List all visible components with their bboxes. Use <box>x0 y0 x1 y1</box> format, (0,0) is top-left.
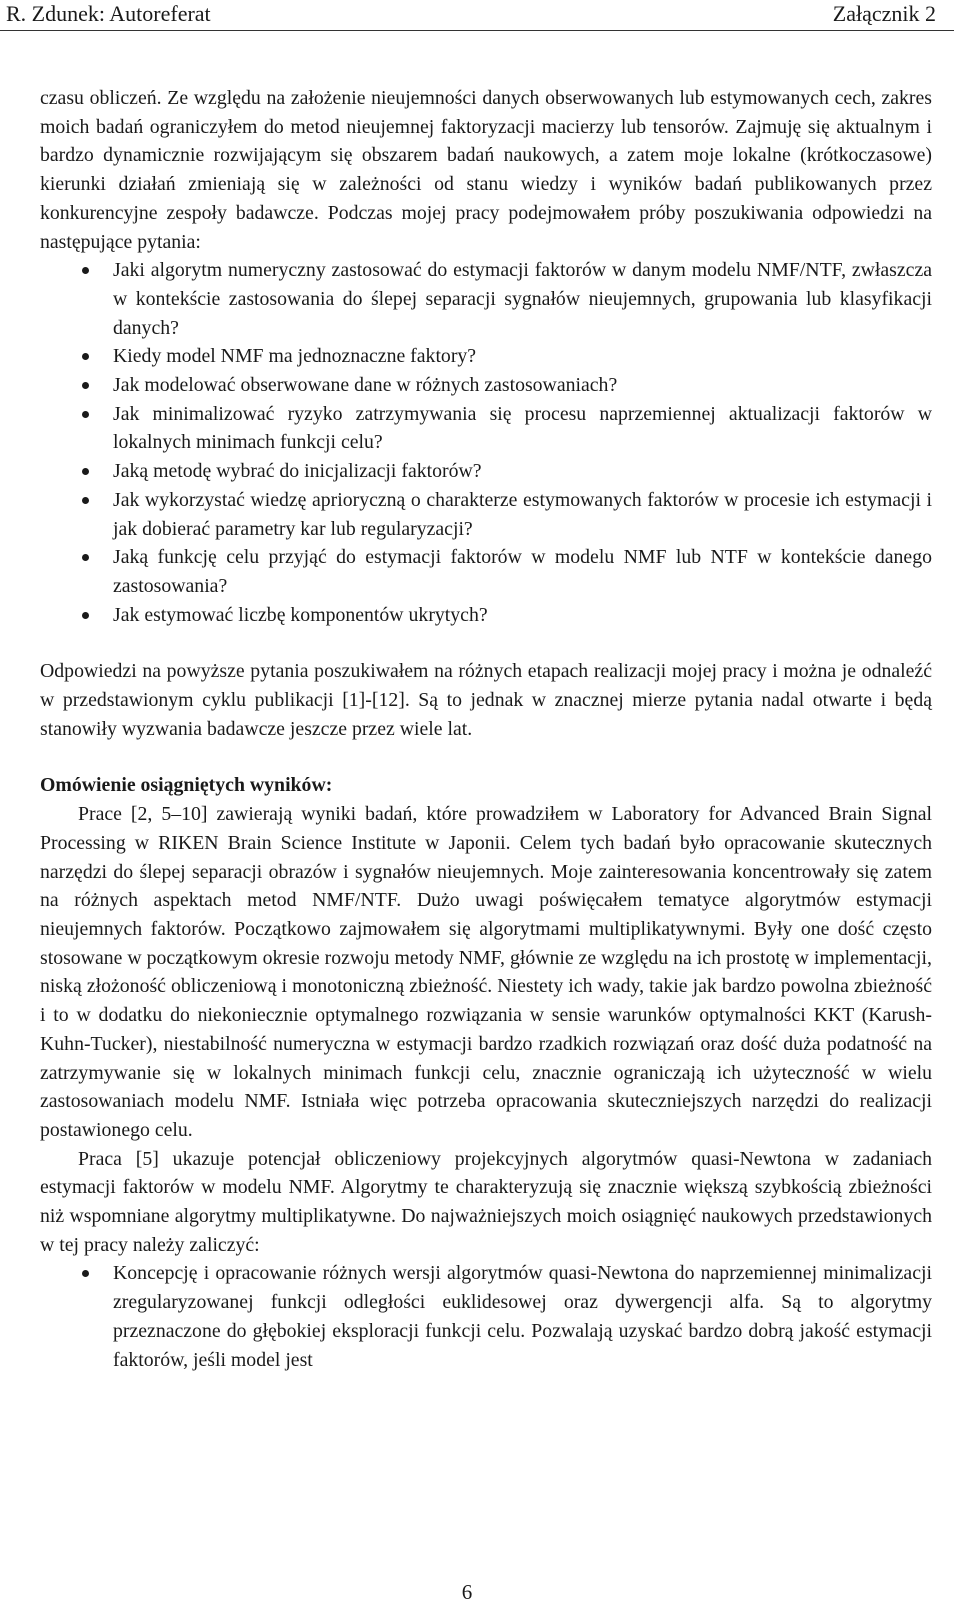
page-header <box>0 0 954 31</box>
list-item <box>40 400 932 457</box>
results-paragraph-2: Praca [5] ukazuje potencjał obliczeniowy projekcyjnych algorytmów quasi-Newtona w zadaniach estymacji faktorów w modelu NMF. Algorytmy te charakteryzują się znacznie większą szybkością zbieżności niż wspomniane algorytmy multiplikatywne. Do najważniejszych moich osiągnięć naukowych przedstawionych w tej pracy należy zaliczyć: <box>40 1147 932 1256</box>
section-heading: Omówienie osiągniętych wyników: <box>40 774 333 797</box>
question-text: Jak minimalizować ryzyko zatrzymywania się procesu naprzemiennej aktualizacji faktorów w lokalnych minimach funkcji celu? <box>113 402 932 454</box>
header-author: R. Zdunek: Autoreferat <box>6 1 211 26</box>
bullet-icon <box>82 468 89 475</box>
list-item <box>40 371 932 400</box>
question-text: Jak modelować obserwowane dane w różnych zastosowaniach? <box>113 374 618 397</box>
question-text: Kiedy model NMF ma jednoznaczne faktory? <box>113 345 477 368</box>
question-text: Jaki algorytm numeryczny zastosować do estymacji faktorów w danym modelu NMF/NTF, zwłaszcza w kontekście zastosowania do ślepej separacji sygnałów nieujemnych, grupowania lub klasyfikacji danych? <box>113 259 932 339</box>
question-text: Jak wykorzystać wiedzę aprioryczną o charakterze estymowanych faktorów w procesie ich estymacji i jak dobierać parametry kar lub regularyzacji? <box>113 488 932 540</box>
bullet-icon <box>82 1270 89 1277</box>
question-text: Jak estymować liczbę komponentów ukrytych? <box>113 603 488 626</box>
achievements-list <box>40 1259 932 1374</box>
page-number: 6 <box>461 1580 473 1604</box>
questions-list <box>40 256 932 629</box>
bullet-icon <box>82 612 89 619</box>
page-content <box>40 84 932 1374</box>
bullet-icon <box>82 267 89 274</box>
results-paragraph-1: Prace [2, 5–10] zawierają wyniki badań, które prowadziłem w Laboratory for Advanced Brain Signal Processing w RIKEN Brain Science Institute w Japonii. Celem tych badań było opracowanie skutecznych narzędzi do ślepej separacji obrazów i sygnałów nieujemnych. Moje zainteresowania koncentrowały się zatem na różnych aspektach metod NMF/NTF. Dużo uwagi poświęcałem tematyce algorytmów estymacji nieujemnych faktorów. Początkowo zajmowałem się algorytmami multiplikatywnymi. Były one dość często stosowane w początkowym okresie rozwoju metody NMF, głównie ze względu na ich prostotę w implementacji, niską złożoność obliczeniową i monotoniczną zbieżność. Niestety ich wady, takie jak bardzo powolna zbieżność i to w dodatku do niekoniecznie optymalnego rozwiązania w sensie warunków optymalności KKT (Karush-Kuhn-Tucker), niestabilność numeryczna w estymacji bardzo rzadkich rozwiązań oraz dość duża podatność na zatrzymywanie się w lokalnych minimach funkcji celu, znacznie ograniczają ich użyteczność w wielu zastosowaniach modelu NMF. Istniała więc potrzeba opracowania skuteczniejszych narzędzi do realizacji postawionego celu. <box>40 803 932 1141</box>
spacer <box>40 629 932 657</box>
bullet-icon <box>82 382 89 389</box>
list-item <box>40 342 932 371</box>
bullet-icon <box>82 554 89 561</box>
question-text: Jaką metodę wybrać do inicjalizacji faktorów? <box>113 460 482 483</box>
bullet-icon <box>82 411 89 418</box>
achievement-text: Koncepcję i opracowanie różnych wersji algorytmów quasi-Newtona do naprzemiennej minimalizacji zregularyzowanej funkcji odległości euklidesowej oraz dywergencji alfa. Są to algorytmy przeznaczone do głębokiej eksploracji funkcji celu. Pozwalają uzyskać bardzo dobrą jakość estymacji faktorów, jeśli model jest <box>113 1262 932 1371</box>
intro-paragraph: czasu obliczeń. Ze względu na założenie nieujemności danych obserwowanych lub estymowanych cech, zakres moich badań ograniczyłem do metod nieujemnej faktoryzacji macierzy lub tensorów. Zajmuję się aktualnym i bardzo dynamicznie rozwijającym się obszarem badań naukowych, a zatem moje lokalne (krótkoczasowe) kierunki działań zmieniają się w zależności od stanu wiedzy i wyników badań publikowanych przez konkurencyjne zespoły badawcze. Podczas mojej pracy podejmowałem próby poszukiwania odpowiedzi na następujące pytania: <box>40 87 932 253</box>
bullet-icon <box>82 353 89 360</box>
list-item <box>40 601 932 630</box>
answers-paragraph: Odpowiedzi na powyższe pytania poszukiwałem na różnych etapach realizacji mojej pracy i można je odnaleźć w przedstawionym cyklu publikacji [1]-[12]. Są to jednak w znacznej mierze pytania nadal otwarte i będą stanowiły wyzwania badawcze jeszcze przez wiele lat. <box>40 660 932 740</box>
list-item <box>40 1259 932 1374</box>
spacer <box>40 743 932 771</box>
header-attachment: Załącznik 2 <box>832 1 936 26</box>
question-text: Jaką funkcję celu przyjąć do estymacji faktorów w modelu NMF lub NTF w kontekście danego zastosowania? <box>113 546 932 597</box>
list-item <box>40 256 932 342</box>
list-item <box>40 543 932 600</box>
list-item <box>40 486 932 543</box>
list-item <box>40 457 932 486</box>
bullet-icon <box>82 497 89 504</box>
